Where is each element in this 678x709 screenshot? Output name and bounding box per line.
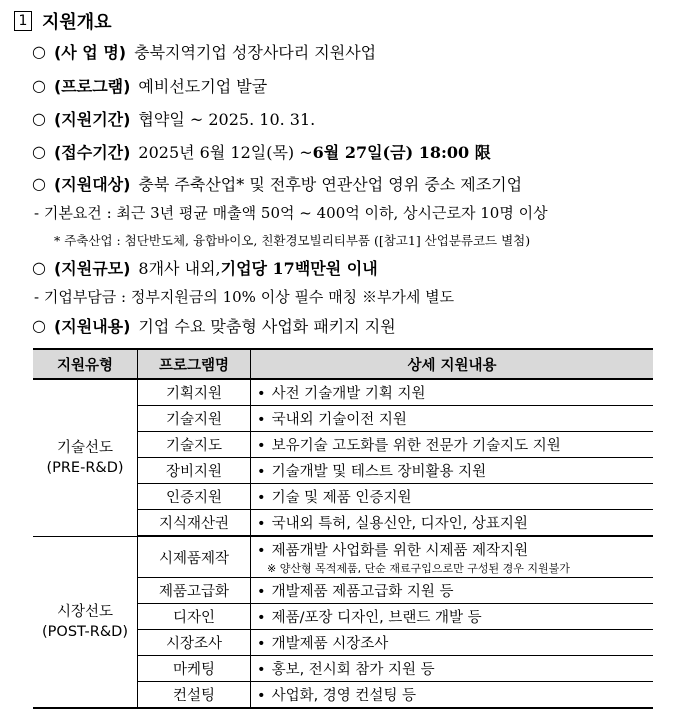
detail-cell: • 사전 기술개발 기획 지원 (251, 379, 654, 406)
item-key: (프로그램) (53, 77, 131, 96)
detail-cell: • 홍보, 전시회 참가 지원 등 (251, 656, 654, 682)
type-sub-label: (POST-R&D) (42, 623, 128, 640)
circle-bullet-icon: ○ (32, 109, 46, 128)
industry-note: * 주축산업 : 첨단반도체, 융합바이오, 친환경모빌리티부품 ([참고1] 산업분류코드 별첨) (54, 233, 531, 248)
header-program-name: 프로그램명 (138, 349, 251, 379)
circle-bullet-icon: ○ (32, 76, 46, 95)
item-key: (지원기간) (53, 110, 131, 129)
detail-cell: • 제품/포장 디자인, 브랜드 개발 등 (251, 604, 654, 630)
program-cell: 컨설팅 (138, 682, 251, 709)
table-row (33, 536, 653, 578)
program-cell: 디자인 (138, 604, 251, 630)
company-burden: - 기업부담금 : 정부지원금의 10% 이상 필수 매칭 ※부가세 별도 (34, 288, 455, 306)
circle-bullet-icon: ○ (32, 42, 46, 61)
item-eligibility (32, 172, 522, 195)
type-cell-tech (33, 379, 138, 536)
program-cell: 인증지원 (138, 484, 251, 510)
item-value-emphasis: 기업당 17백만원 이내 (220, 259, 378, 278)
detail-note: ※ 양산형 목적제품, 단순 재료구입으로만 구성된 경우 지원불가 (267, 561, 570, 575)
detail-cell: • 제품개발 사업화를 위한 시제품 제작지원 ※ 양산형 목적제품, 단순 재료구입으로만 구성된 경우 지원불가 (251, 536, 654, 578)
item-support-content (32, 314, 396, 337)
circle-bullet-icon: ○ (32, 174, 46, 193)
item-key: (사 업 명) (53, 43, 127, 62)
program-cell: 마케팅 (138, 656, 251, 682)
item-key: (지원내용) (53, 317, 131, 336)
table-row (33, 379, 653, 406)
section-title: 지원개요 (42, 12, 112, 33)
item-key: (지원규모) (53, 259, 131, 278)
detail-cell: • 기술개발 및 테스트 장비활용 지원 (251, 458, 654, 484)
item-value: 예비선도기업 발굴 (138, 77, 268, 96)
type-label: 시장선도 (56, 603, 114, 620)
section-number-box: 1 (14, 11, 32, 31)
item-value: 기업 수요 맞춤형 사업화 패키지 지원 (138, 317, 396, 336)
item-value-emphasis: 6월 27일(금) 18:00 限 (312, 143, 491, 162)
program-cell: 제품고급화 (138, 578, 251, 604)
table-header-row (33, 349, 653, 379)
detail-cell: • 사업화, 경영 컨설팅 등 (251, 682, 654, 709)
item-application-period (32, 140, 491, 163)
detail-cell: • 국내외 특허, 실용신안, 디자인, 상표지원 (251, 510, 654, 537)
section-heading (14, 8, 112, 34)
item-value: 충북 주축산업* 및 전후방 연관산업 영위 중소 제조기업 (138, 175, 523, 194)
item-value: 2025년 6월 12일(목) ~ (138, 143, 313, 162)
item-value: 충북지역기업 성장사다리 지원사업 (134, 43, 377, 62)
program-cell: 기술지도 (138, 432, 251, 458)
header-support-type: 지원유형 (33, 349, 138, 379)
type-label: 기술선도 (56, 439, 114, 456)
header-detail: 상세 지원내용 (251, 349, 654, 379)
program-cell: 지식재산권 (138, 510, 251, 537)
detail-cell: • 기술 및 제품 인증지원 (251, 484, 654, 510)
program-cell: 장비지원 (138, 458, 251, 484)
detail-cell: • 국내외 기술이전 지원 (251, 406, 654, 432)
circle-bullet-icon: ○ (32, 316, 46, 335)
item-key: (지원대상) (53, 175, 131, 194)
detail-cell: • 개발제품 시장조사 (251, 630, 654, 656)
type-sub-label: (PRE-R&D) (46, 459, 124, 476)
circle-bullet-icon: ○ (32, 142, 46, 161)
item-key: (접수기간) (53, 143, 131, 162)
basic-requirement: - 기본요건 : 최근 3년 평균 매출액 50억 ~ 400억 이하, 상시근로자 10명 이상 (34, 204, 548, 222)
circle-bullet-icon: ○ (32, 258, 46, 277)
program-cell: 기술지원 (138, 406, 251, 432)
item-program (32, 74, 267, 97)
type-cell-market (33, 536, 138, 708)
item-value: 협약일 ~ 2025. 10. 31. (138, 110, 316, 129)
support-table (33, 348, 653, 709)
item-business-name (32, 40, 376, 63)
detail-cell: • 보유기술 고도화를 위한 전문가 기술지도 지원 (251, 432, 654, 458)
program-cell: 시장조사 (138, 630, 251, 656)
item-support-scale (32, 256, 378, 279)
program-cell: 기획지원 (138, 379, 251, 406)
detail-cell: • 개발제품 제품고급화 지원 등 (251, 578, 654, 604)
item-support-period (32, 107, 315, 130)
program-cell: 시제품제작 (138, 536, 251, 578)
item-value: 8개사 내외, (138, 259, 221, 278)
